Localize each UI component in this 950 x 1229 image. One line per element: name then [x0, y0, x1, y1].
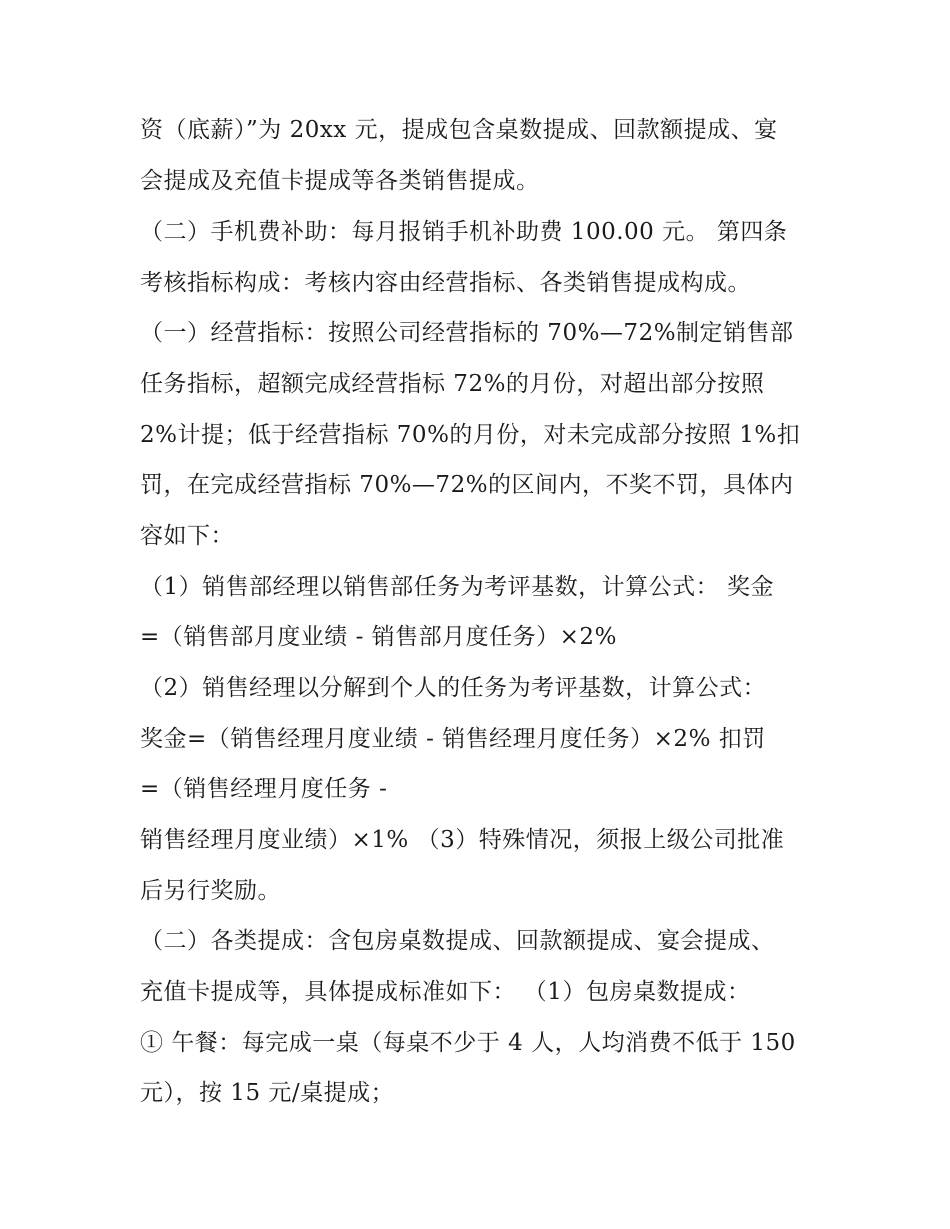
text-line: （2）销售经理以分解到个人的任务为考评基数，计算公式：: [140, 675, 767, 701]
text-line: （二）各类提成：含包房桌数提成、回款额提成、宴会提成、: [140, 928, 775, 954]
text-line: （1）销售部经理以销售部任务为考评基数，计算公式： 奖金: [140, 574, 774, 600]
text-line: 考核指标构成：考核内容由经营指标、各类销售提成构成。: [140, 270, 751, 296]
text-line: （一）经营指标：按照公司经营指标的 70%—72%制定销售部: [140, 320, 794, 346]
text-line: 罚，在完成经营指标 70%—72%的区间内，不奖不罚，具体内: [140, 472, 794, 498]
text-line: 销售经理月度业绩）×1% （3）特殊情况，须报上级公司批准: [140, 827, 785, 853]
text-line: 元），按 15 元/桌提成；: [140, 1080, 395, 1106]
text-line: =（销售部月度业绩 - 销售部月度任务）×2%: [140, 624, 617, 650]
text-line: 任务指标，超额完成经营指标 72%的月份，对超出部分按照: [140, 371, 765, 397]
text-line: 2%计提；低于经营指标 70%的月份，对未完成部分按照 1%扣: [140, 422, 801, 448]
text-line: 会提成及充值卡提成等各类销售提成。: [140, 168, 540, 194]
text-line: 资（底薪）”为 20xx 元，提成包含桌数提成、回款额提成、宴: [140, 117, 778, 143]
text-line: 容如下：: [140, 523, 234, 549]
text-line: ① 午餐：每完成一桌（每桌不少于 4 人，人均消费不低于 150: [140, 1030, 796, 1056]
text-line: （二）手机费补助：每月报销手机补助费 100.00 元。 第四条: [140, 219, 788, 245]
text-line: 后另行奖励。: [140, 878, 281, 904]
text-line: =（销售经理月度任务 -: [140, 776, 388, 802]
text-line: 充值卡提成等，具体提成标准如下： （1）包房桌数提成：: [140, 979, 751, 1005]
text-line: 奖金=（销售经理月度业绩 - 销售经理月度任务）×2% 扣罚: [140, 726, 766, 752]
